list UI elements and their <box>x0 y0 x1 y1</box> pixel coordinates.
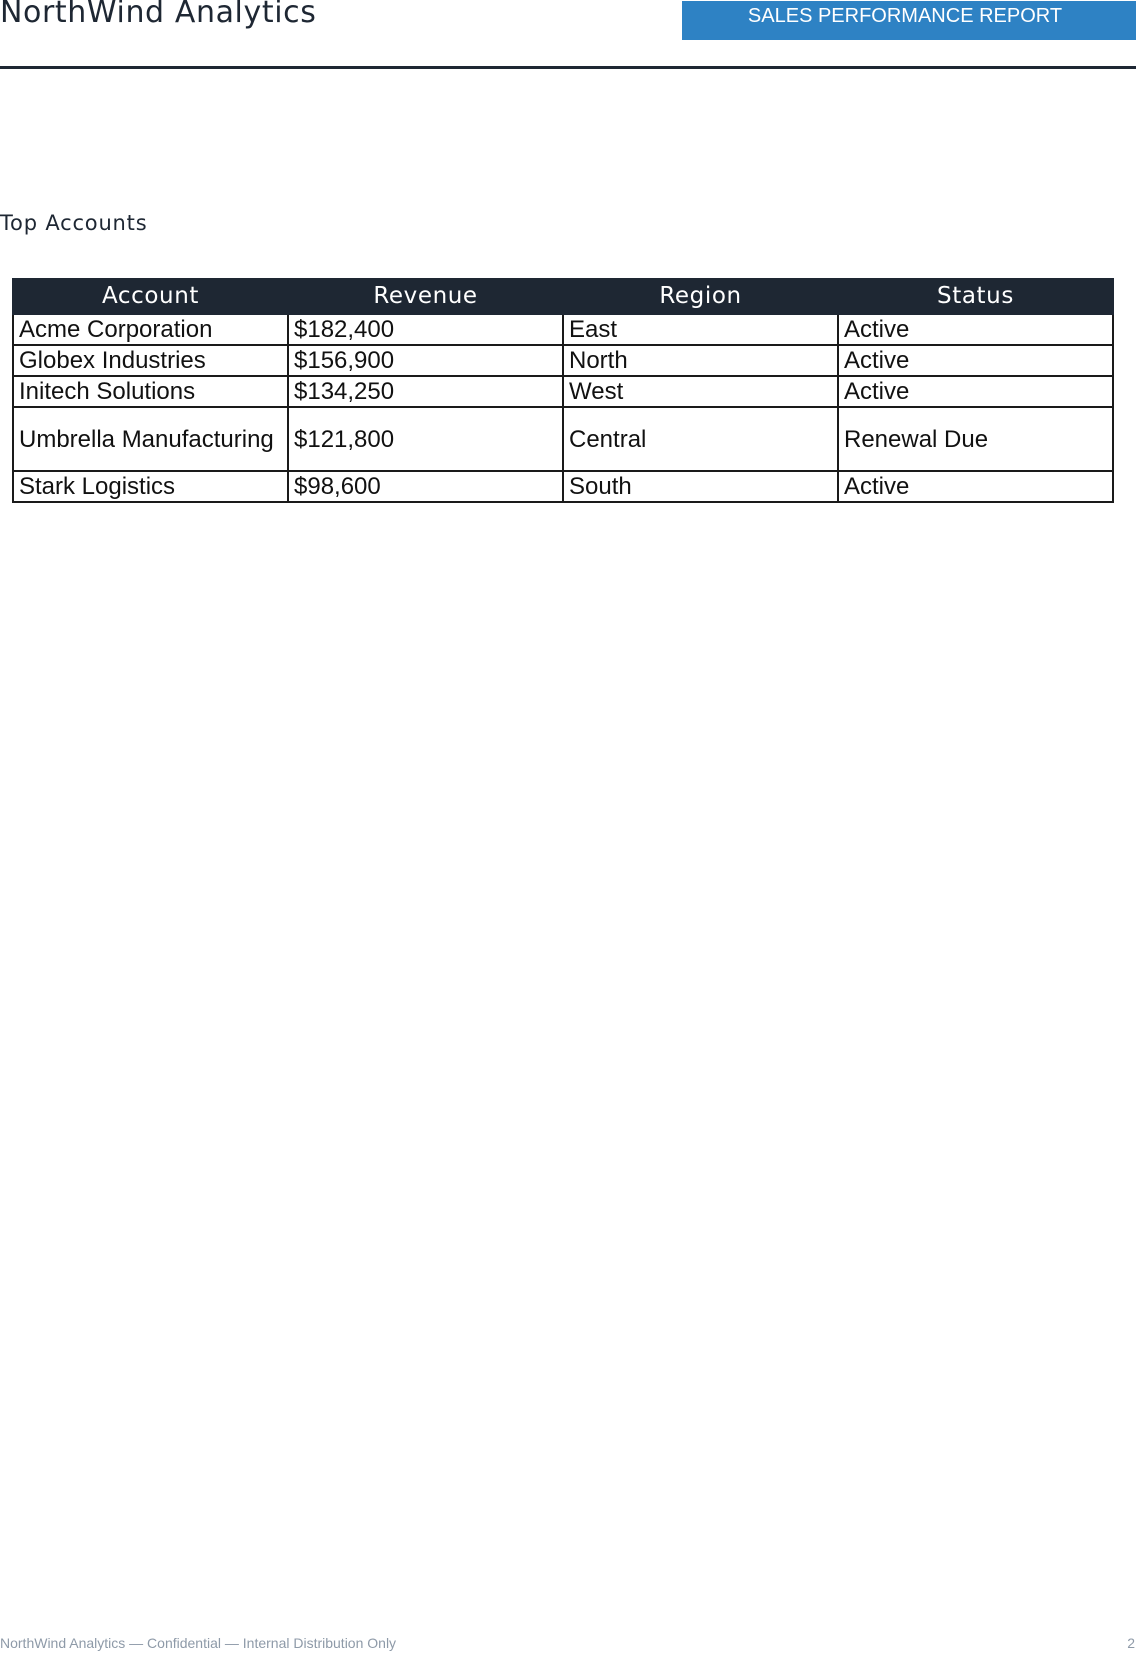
page-number: 2 <box>1127 1635 1135 1651</box>
account-cell: Globex Industries <box>13 345 288 376</box>
table-row <box>13 376 1113 407</box>
revenue-cell: $156,900 <box>288 345 563 376</box>
footer-text: NorthWind Analytics — Confidential — Internal Distribution Only <box>0 1635 397 1651</box>
region-cell: East <box>563 314 838 345</box>
page-footer <box>0 1633 1136 1653</box>
status-cell: Renewal Due <box>838 407 1113 471</box>
region-cell: South <box>563 471 838 502</box>
section-title: Top Accounts <box>0 211 148 235</box>
column-header-status: Status <box>838 279 1113 314</box>
region-cell: West <box>563 376 838 407</box>
accounts-table <box>12 278 1114 503</box>
column-header-region: Region <box>563 279 838 314</box>
column-header-revenue: Revenue <box>288 279 563 314</box>
revenue-cell: $121,800 <box>288 407 563 471</box>
account-cell: Stark Logistics <box>13 471 288 502</box>
region-cell: Central <box>563 407 838 471</box>
revenue-cell: $98,600 <box>288 471 563 502</box>
account-cell: Acme Corporation <box>13 314 288 345</box>
page-header <box>0 0 1136 69</box>
account-cell: Umbrella Manufacturing <box>13 407 288 471</box>
status-cell: Active <box>838 471 1113 502</box>
status-cell: Active <box>838 376 1113 407</box>
brand-title: NorthWind Analytics <box>0 0 317 30</box>
status-cell: Active <box>838 345 1113 376</box>
region-cell: North <box>563 345 838 376</box>
table-row <box>13 345 1113 376</box>
table-row <box>13 407 1113 471</box>
status-cell: Active <box>838 314 1113 345</box>
table-row <box>13 471 1113 502</box>
table-header-row <box>13 279 1113 314</box>
table-row <box>13 314 1113 345</box>
column-header-account: Account <box>13 279 288 314</box>
revenue-cell: $134,250 <box>288 376 563 407</box>
revenue-cell: $182,400 <box>288 314 563 345</box>
report-title-banner: SALES PERFORMANCE REPORT <box>682 1 1136 40</box>
account-cell: Initech Solutions <box>13 376 288 407</box>
